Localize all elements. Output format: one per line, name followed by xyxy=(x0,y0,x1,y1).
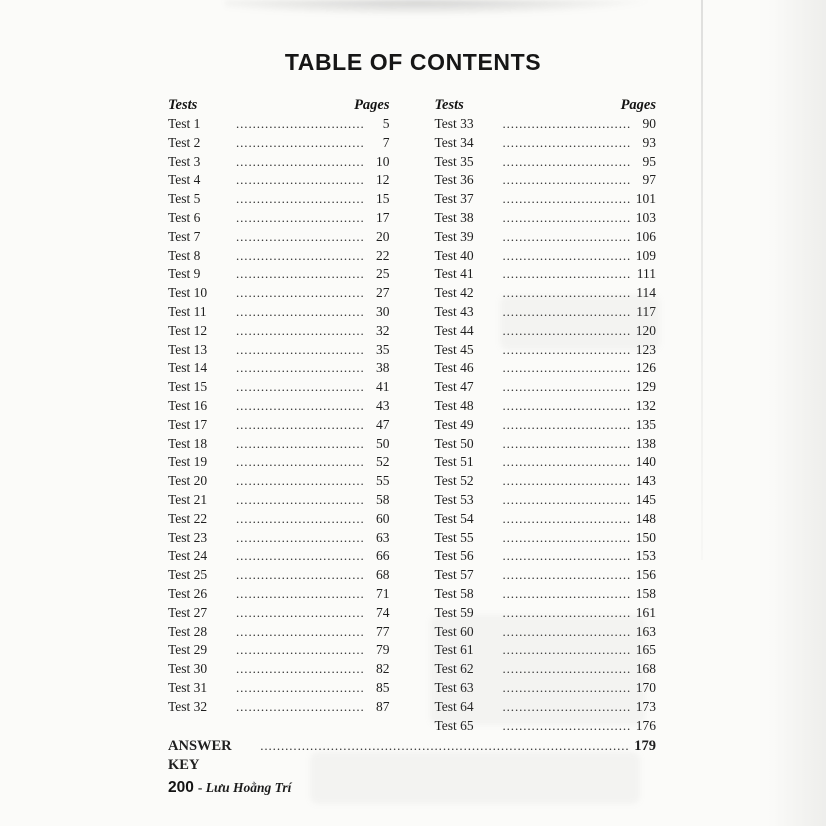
page-number: 85 xyxy=(376,679,390,695)
scan-edge-shadow xyxy=(768,0,826,826)
page-number: 111 xyxy=(636,266,656,282)
test-label: Test 39 xyxy=(434,228,474,244)
dot-leader xyxy=(236,209,364,228)
dot-leader xyxy=(236,284,364,303)
test-label: Test 63 xyxy=(434,679,474,695)
dot-leader xyxy=(236,585,364,604)
toc-row xyxy=(168,397,390,416)
dot-leader xyxy=(503,698,631,717)
author-name: Lưu Hoằng Trí xyxy=(205,780,292,795)
toc-row xyxy=(168,265,390,284)
page-number: 77 xyxy=(376,623,390,639)
page-number: 60 xyxy=(376,510,390,526)
dot-leader xyxy=(236,153,364,172)
toc-row xyxy=(168,585,390,604)
dot-leader xyxy=(236,359,364,378)
test-label: Test 14 xyxy=(168,360,208,376)
test-label: Test 47 xyxy=(434,379,474,395)
page-number: 145 xyxy=(635,491,656,507)
test-label: Test 5 xyxy=(168,191,201,207)
dot-leader xyxy=(260,736,630,756)
toc-row xyxy=(435,341,657,360)
dot-leader xyxy=(236,529,364,548)
page-number: 97 xyxy=(642,172,656,188)
dot-leader xyxy=(236,660,364,679)
page-number: 156 xyxy=(635,567,656,583)
dot-leader xyxy=(503,209,631,228)
test-label: Test 8 xyxy=(168,247,201,263)
page-number: 79 xyxy=(376,642,390,658)
test-label: Test 12 xyxy=(168,322,208,338)
page-number: 165 xyxy=(635,642,656,658)
test-label: Test 28 xyxy=(168,623,208,639)
dot-leader xyxy=(236,322,364,341)
toc-columns xyxy=(168,96,656,735)
dot-leader xyxy=(503,115,631,134)
toc-row xyxy=(168,228,390,247)
toc-row xyxy=(168,529,390,548)
test-label: Test 29 xyxy=(168,642,208,658)
page-footer xyxy=(168,779,291,797)
dot-leader xyxy=(503,228,631,247)
toc-row xyxy=(435,284,657,303)
dot-leader xyxy=(503,153,631,172)
page-number: 55 xyxy=(376,473,390,489)
test-label: Test 62 xyxy=(434,661,474,677)
test-label: Test 25 xyxy=(168,567,208,583)
page-number: 22 xyxy=(376,247,390,263)
test-label: Test 1 xyxy=(168,116,201,131)
test-label: Test 31 xyxy=(168,679,208,695)
test-label: Test 53 xyxy=(434,491,474,507)
toc-row xyxy=(168,566,390,585)
dot-leader xyxy=(503,547,631,566)
test-label: Test 11 xyxy=(168,303,207,319)
dot-leader xyxy=(503,604,631,623)
dot-leader xyxy=(503,585,631,604)
page-number: 138 xyxy=(635,435,656,451)
page-number: 95 xyxy=(642,153,656,169)
dot-leader xyxy=(236,265,364,284)
toc-row xyxy=(435,153,657,172)
toc-row xyxy=(168,510,390,529)
dot-leader xyxy=(236,134,364,153)
test-label: Test 52 xyxy=(434,473,474,489)
test-label: Test 6 xyxy=(168,209,201,225)
toc-row xyxy=(168,303,390,322)
test-label: Test 42 xyxy=(434,285,474,301)
test-label: Test 23 xyxy=(168,529,208,545)
toc-row xyxy=(168,341,390,360)
test-label: Test 45 xyxy=(434,341,474,357)
toc-row xyxy=(435,585,657,604)
test-label: Test 20 xyxy=(168,473,208,489)
page-number: 168 xyxy=(635,661,656,677)
test-label: Test 27 xyxy=(168,604,208,620)
page-number: 38 xyxy=(376,360,390,376)
page-number: 58 xyxy=(376,491,390,507)
dot-leader xyxy=(236,435,364,454)
toc-row xyxy=(168,322,390,341)
answer-key-row xyxy=(168,736,656,775)
page-number: 68 xyxy=(376,567,390,583)
test-label: Test 3 xyxy=(168,153,201,169)
toc-row xyxy=(168,190,390,209)
toc-row xyxy=(435,416,657,435)
toc-rows xyxy=(435,115,657,735)
toc-row xyxy=(168,453,390,472)
toc-row xyxy=(435,303,657,322)
dot-leader xyxy=(503,623,631,642)
answer-key-page: 179 xyxy=(634,738,656,755)
toc-row xyxy=(168,359,390,378)
toc-row xyxy=(168,153,390,172)
toc-row xyxy=(435,604,657,623)
test-label: Test 65 xyxy=(434,717,474,733)
test-label: Test 44 xyxy=(434,322,474,338)
test-label: Test 22 xyxy=(168,510,208,526)
dot-leader xyxy=(503,717,631,736)
page-number: 74 xyxy=(376,604,390,620)
dot-leader xyxy=(503,660,631,679)
book-page-number: 200 xyxy=(168,779,194,796)
test-label: Test 36 xyxy=(434,172,474,188)
test-label: Test 64 xyxy=(434,698,474,714)
test-label: Test 51 xyxy=(434,454,474,470)
page-number: 52 xyxy=(376,454,390,470)
toc-row xyxy=(435,265,657,284)
toc-row xyxy=(435,566,657,585)
page-number: 63 xyxy=(376,529,390,545)
toc-row xyxy=(168,416,390,435)
dot-leader xyxy=(236,247,364,266)
test-label: Test 21 xyxy=(168,491,208,507)
toc-row xyxy=(168,679,390,698)
test-label: Test 18 xyxy=(168,435,208,451)
toc-row xyxy=(435,547,657,566)
toc-row xyxy=(435,510,657,529)
page-number: 17 xyxy=(376,209,390,225)
page-number: 163 xyxy=(635,623,656,639)
page-number: 106 xyxy=(635,228,656,244)
dot-leader xyxy=(236,115,364,134)
page-number: 120 xyxy=(635,322,656,338)
dot-leader xyxy=(503,472,631,491)
footer-separator: - xyxy=(197,780,206,795)
pages-header: Pages xyxy=(354,97,390,113)
dot-leader xyxy=(503,303,631,322)
toc-row xyxy=(435,529,657,548)
dot-leader xyxy=(503,359,631,378)
dot-leader xyxy=(503,190,631,209)
test-label: Test 4 xyxy=(168,172,201,188)
test-label: Test 41 xyxy=(434,266,474,282)
test-label: Test 19 xyxy=(168,454,208,470)
page-number: 50 xyxy=(376,435,390,451)
toc-row xyxy=(435,190,657,209)
toc-row xyxy=(168,698,390,717)
test-label: Test 15 xyxy=(168,379,208,395)
page-number: 170 xyxy=(635,679,656,695)
toc-row xyxy=(435,641,657,660)
page-number: 10 xyxy=(376,153,390,169)
page-number: 90 xyxy=(642,116,656,131)
dot-leader xyxy=(236,228,364,247)
test-label: Test 9 xyxy=(168,266,201,282)
page-number: 153 xyxy=(635,548,656,564)
toc-row xyxy=(168,209,390,228)
dot-leader xyxy=(236,698,364,717)
column-header xyxy=(168,96,390,115)
test-label: Test 40 xyxy=(434,247,474,263)
page-number: 123 xyxy=(635,341,656,357)
test-label: Test 38 xyxy=(434,209,474,225)
test-label: Test 61 xyxy=(434,642,474,658)
toc-row xyxy=(168,604,390,623)
toc-row xyxy=(435,435,657,454)
dot-leader xyxy=(236,171,364,190)
toc-row xyxy=(168,623,390,642)
test-label: Test 26 xyxy=(168,585,208,601)
toc-row xyxy=(435,247,657,266)
dot-leader xyxy=(236,641,364,660)
page-number: 143 xyxy=(635,473,656,489)
toc-row xyxy=(435,134,657,153)
page-number: 126 xyxy=(635,360,656,376)
test-label: Test 24 xyxy=(168,548,208,564)
dot-leader xyxy=(236,491,364,510)
tests-header: Tests xyxy=(168,97,198,113)
toc-row xyxy=(168,378,390,397)
toc-rows xyxy=(168,115,390,717)
dot-leader xyxy=(236,604,364,623)
page-number: 35 xyxy=(376,341,390,357)
test-label: Test 30 xyxy=(168,661,208,677)
test-label: Test 49 xyxy=(434,416,474,432)
page-number: 101 xyxy=(635,191,656,207)
dot-leader xyxy=(503,679,631,698)
toc-row xyxy=(435,171,657,190)
toc-row xyxy=(168,171,390,190)
toc-column xyxy=(168,96,390,735)
toc-row xyxy=(168,134,390,153)
dot-leader xyxy=(503,265,631,284)
page-number: 71 xyxy=(376,585,390,601)
page-number: 176 xyxy=(635,717,656,733)
toc-row xyxy=(168,247,390,266)
dot-leader xyxy=(503,529,631,548)
pages-header: Pages xyxy=(620,97,656,113)
page-number: 30 xyxy=(376,303,390,319)
page-number: 15 xyxy=(376,191,390,207)
toc-row xyxy=(435,322,657,341)
dot-leader xyxy=(236,190,364,209)
dot-leader xyxy=(236,397,364,416)
dot-leader xyxy=(236,472,364,491)
test-label: Test 37 xyxy=(434,191,474,207)
page-number: 135 xyxy=(635,416,656,432)
toc-row xyxy=(168,472,390,491)
dot-leader xyxy=(503,566,631,585)
dot-leader xyxy=(503,171,631,190)
test-label: Test 16 xyxy=(168,397,208,413)
test-label: Test 34 xyxy=(434,134,474,150)
toc-row xyxy=(168,115,390,134)
toc-row xyxy=(435,717,657,736)
test-label: Test 13 xyxy=(168,341,208,357)
dot-leader xyxy=(236,510,364,529)
dot-leader xyxy=(503,491,631,510)
dot-leader xyxy=(503,510,631,529)
dot-leader xyxy=(236,341,364,360)
test-label: Test 54 xyxy=(434,510,474,526)
toc-row xyxy=(168,435,390,454)
page-number: 148 xyxy=(635,510,656,526)
toc-row xyxy=(168,491,390,510)
dot-leader xyxy=(503,134,631,153)
test-label: Test 46 xyxy=(434,360,474,376)
toc-row xyxy=(435,698,657,717)
test-label: Test 2 xyxy=(168,134,201,150)
test-label: Test 58 xyxy=(434,585,474,601)
test-label: Test 48 xyxy=(434,397,474,413)
test-label: Test 55 xyxy=(434,529,474,545)
column-header xyxy=(435,96,657,115)
page-number: 117 xyxy=(636,303,656,319)
test-label: Test 32 xyxy=(168,698,208,714)
dot-leader xyxy=(503,435,631,454)
page-number: 82 xyxy=(376,661,390,677)
test-label: Test 7 xyxy=(168,228,201,244)
toc-row xyxy=(435,378,657,397)
answer-key-label: ANSWER KEY xyxy=(168,738,232,774)
toc-row xyxy=(168,641,390,660)
dot-leader xyxy=(503,284,631,303)
test-label: Test 57 xyxy=(434,567,474,583)
dot-leader xyxy=(236,566,364,585)
dot-leader xyxy=(236,453,364,472)
toc-row xyxy=(435,453,657,472)
toc-row xyxy=(435,660,657,679)
page-number: 93 xyxy=(642,134,656,150)
tests-header: Tests xyxy=(434,97,464,113)
test-label: Test 50 xyxy=(434,435,474,451)
page-number: 32 xyxy=(376,322,390,338)
dot-leader xyxy=(503,416,631,435)
toc-row xyxy=(435,209,657,228)
page-number: 173 xyxy=(635,698,656,714)
scan-edge-line xyxy=(701,0,703,560)
dot-leader xyxy=(503,378,631,397)
dot-leader xyxy=(236,303,364,322)
toc-row xyxy=(435,679,657,698)
page-number: 161 xyxy=(635,604,656,620)
page-number: 12 xyxy=(376,172,390,188)
test-label: Test 35 xyxy=(434,153,474,169)
dot-leader xyxy=(236,623,364,642)
toc-row xyxy=(168,284,390,303)
page-number: 41 xyxy=(376,379,390,395)
page-number: 66 xyxy=(376,548,390,564)
dot-leader xyxy=(236,416,364,435)
page-number: 87 xyxy=(376,698,390,714)
toc-row xyxy=(435,623,657,642)
test-label: Test 33 xyxy=(434,116,474,131)
toc-row xyxy=(435,397,657,416)
dot-leader xyxy=(236,378,364,397)
dot-leader xyxy=(236,547,364,566)
page-number: 129 xyxy=(635,379,656,395)
test-label: Test 43 xyxy=(434,303,474,319)
dot-leader xyxy=(503,322,631,341)
page-title: TABLE OF CONTENTS xyxy=(284,49,542,75)
dot-leader xyxy=(503,641,631,660)
toc-row xyxy=(435,228,657,247)
toc-row xyxy=(435,115,657,134)
test-label: Test 60 xyxy=(434,623,474,639)
test-label: Test 59 xyxy=(434,604,474,620)
dot-leader xyxy=(503,453,631,472)
dot-leader xyxy=(503,247,631,266)
dot-leader xyxy=(236,679,364,698)
dot-leader xyxy=(503,341,631,360)
test-label: Test 56 xyxy=(434,548,474,564)
toc-column xyxy=(435,96,657,735)
toc-row xyxy=(435,491,657,510)
page-number: 150 xyxy=(635,529,656,545)
dot-leader xyxy=(503,397,631,416)
toc-row xyxy=(168,547,390,566)
page-number: 109 xyxy=(635,247,656,263)
toc-row xyxy=(168,660,390,679)
page-number: 132 xyxy=(635,397,656,413)
test-label: Test 10 xyxy=(168,285,208,301)
page-number: 27 xyxy=(376,285,390,301)
page-number: 43 xyxy=(376,397,390,413)
page-number: 20 xyxy=(376,228,390,244)
page-number: 47 xyxy=(376,416,390,432)
toc-row xyxy=(435,359,657,378)
page-number: 103 xyxy=(635,209,656,225)
test-label: Test 17 xyxy=(168,416,208,432)
page-number: 114 xyxy=(636,285,656,301)
page-number: 5 xyxy=(382,116,390,131)
page-number: 140 xyxy=(635,454,656,470)
page-number: 7 xyxy=(382,134,390,150)
toc-row xyxy=(435,472,657,491)
page-number: 158 xyxy=(635,585,656,601)
page-number: 25 xyxy=(376,266,390,282)
